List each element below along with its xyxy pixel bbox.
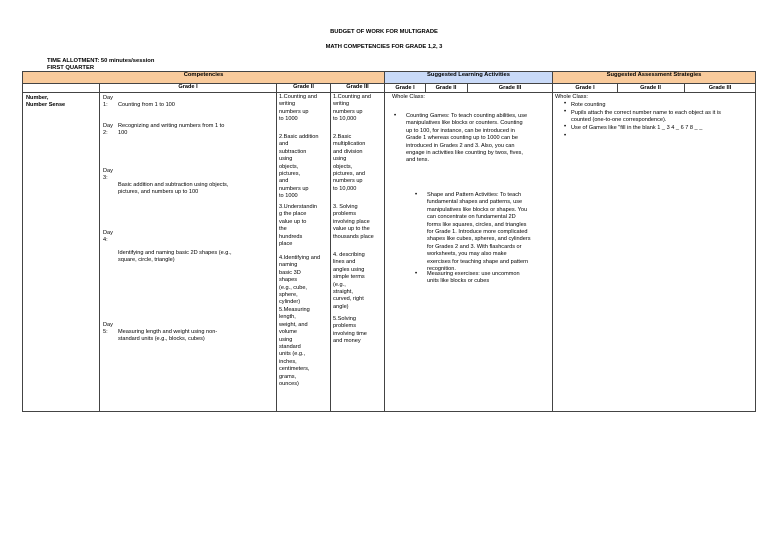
assessment-grade2-header: Grade II	[640, 85, 661, 91]
competency-text: 1.Counting and writing numbers up to 1000	[279, 94, 317, 123]
grade1-competencies-cell	[100, 93, 277, 412]
competency-grade1-header: Grade I	[100, 84, 277, 93]
day-label: Day 5:	[103, 322, 113, 336]
day-label: Day 3:	[103, 168, 113, 182]
document-subtitle: MATH COMPETENCIES FOR GRADE 1,2, 3	[325, 44, 443, 50]
grade3-competencies-cell	[331, 93, 385, 412]
learning-activities-cell	[385, 93, 553, 412]
time-allotment: TIME ALLOTMENT: 50 minutes/session	[47, 58, 155, 64]
activity-grade2-header: Grade II	[435, 85, 457, 91]
competency-text: Recognizing and writing numbers from 1 to 100	[118, 123, 225, 137]
competency-text: Identifying and naming basic 2D shapes (e.g., square, circle, triangle)	[118, 250, 232, 264]
assessment-grade-headers	[553, 84, 756, 93]
quarter-label: FIRST QUARTER	[47, 65, 95, 71]
competency-text: Basic addition and subtraction using objects, pictures, and numbers up to 100	[118, 182, 229, 196]
competency-text: 2.Basic multiplication and division using objects, pictures, and numbers up to 10,000	[333, 134, 366, 192]
competency-text: Measuring length and weight using non- standard units (e.g., blocks, cubes)	[118, 329, 218, 343]
assessment-item: Pupils attach the correct number name to each object as it is counted (one-to-one correspondence).	[571, 110, 721, 124]
learning-activities-header: Suggested Learning Activities	[385, 72, 553, 84]
domain-cell	[23, 93, 100, 412]
bullet-icon: •	[415, 192, 418, 198]
assessment-item: Use of Games like "fill in the blank 1 _ 3 4 _ 6 7 8 _ _	[571, 125, 703, 131]
assessment-grade1-header: Grade I	[575, 85, 595, 91]
bullet-icon: •	[564, 133, 567, 139]
activity-grade-headers	[385, 84, 553, 93]
activity-grade1-header: Grade I	[395, 85, 415, 91]
grade2-competencies-cell	[277, 93, 331, 412]
competency-text: 5.Measuring length, weight, and volume using standard units (e.g., inches, centimeters, grams, ounces)	[279, 307, 310, 388]
competency-text: 4.Identifying and naming basic 3D shapes (e.g., cube, sphere, cylinder)	[279, 255, 321, 306]
activity-item: Shape and Pattern Activities: To teach fundamental shapes and patterns, use manipulatives like blocks or shapes. You can concentrate on fundamental 2D forms like squares, circles, and triangles for Grade 1. Introduce more complicated shapes like cubes, spheres, and cylinders for Grades 2 and 3. With flashcards or worksheets, you may also make exercises for teaching shape and pattern recognition.	[427, 192, 531, 273]
competency-text: 4. describing lines and angles using simple terms (e.g., straight, curved, right angle)	[333, 252, 365, 310]
competency-text: 3. Solving problems involving place value up to the thousands place	[333, 204, 374, 240]
domain-label: Number, Number Sense	[26, 95, 66, 109]
activity-grade3-header: Grade III	[498, 85, 522, 91]
competency-text: 3.Understandin g the place value up to the hundreds place	[279, 204, 317, 248]
competencies-header: Competencies	[23, 72, 385, 84]
competency-grade2-header: Grade II	[277, 84, 331, 93]
assessment-cell	[553, 93, 756, 412]
assessment-item: Rote counting	[571, 102, 606, 108]
document-title: BUDGET OF WORK FOR MULTIGRADE	[330, 29, 438, 35]
domain-header-cell	[23, 84, 100, 93]
activity-item: Counting Games: To teach counting abilities, use manipulatives like blocks or counters. Counting up to 100, for instance, can be introduced in Grade 1 whereas counting up to 1000 can be introduced in Grades 2 and 3. Also, you can engage in activities like counting by twos, fives, and tens.	[406, 113, 528, 164]
assessment-strategies-header: Suggested Assessment Strategies	[553, 72, 756, 84]
activity-item: Measuring exercises: use uncommon units like blocks or cubes	[427, 271, 520, 285]
budget-table	[22, 71, 756, 412]
bullet-icon: •	[564, 101, 567, 107]
bullet-icon: •	[564, 124, 567, 130]
day-label: Day 4:	[103, 230, 113, 244]
assessment-grade3-header: Grade III	[708, 85, 732, 91]
bullet-icon: •	[564, 109, 567, 115]
bullet-icon: •	[394, 113, 397, 119]
assessment-whole-class: Whole Class:	[555, 94, 588, 100]
competency-text: 1.Counting and writing numbers up to 10,000	[333, 94, 371, 123]
competency-text: 5.Solving problems involving time and money	[333, 316, 367, 345]
day-label: Day 2:	[103, 123, 113, 137]
competency-grade3-header: Grade III	[331, 84, 385, 93]
bullet-icon: •	[415, 271, 418, 277]
competency-text: Counting from 1 to 100	[118, 102, 175, 108]
competency-text: 2.Basic addition and subtraction using objects, pictures, and numbers up to 1000	[279, 134, 319, 200]
day-label: Day 1:	[103, 95, 113, 109]
activities-whole-class: Whole Class:	[392, 94, 425, 100]
